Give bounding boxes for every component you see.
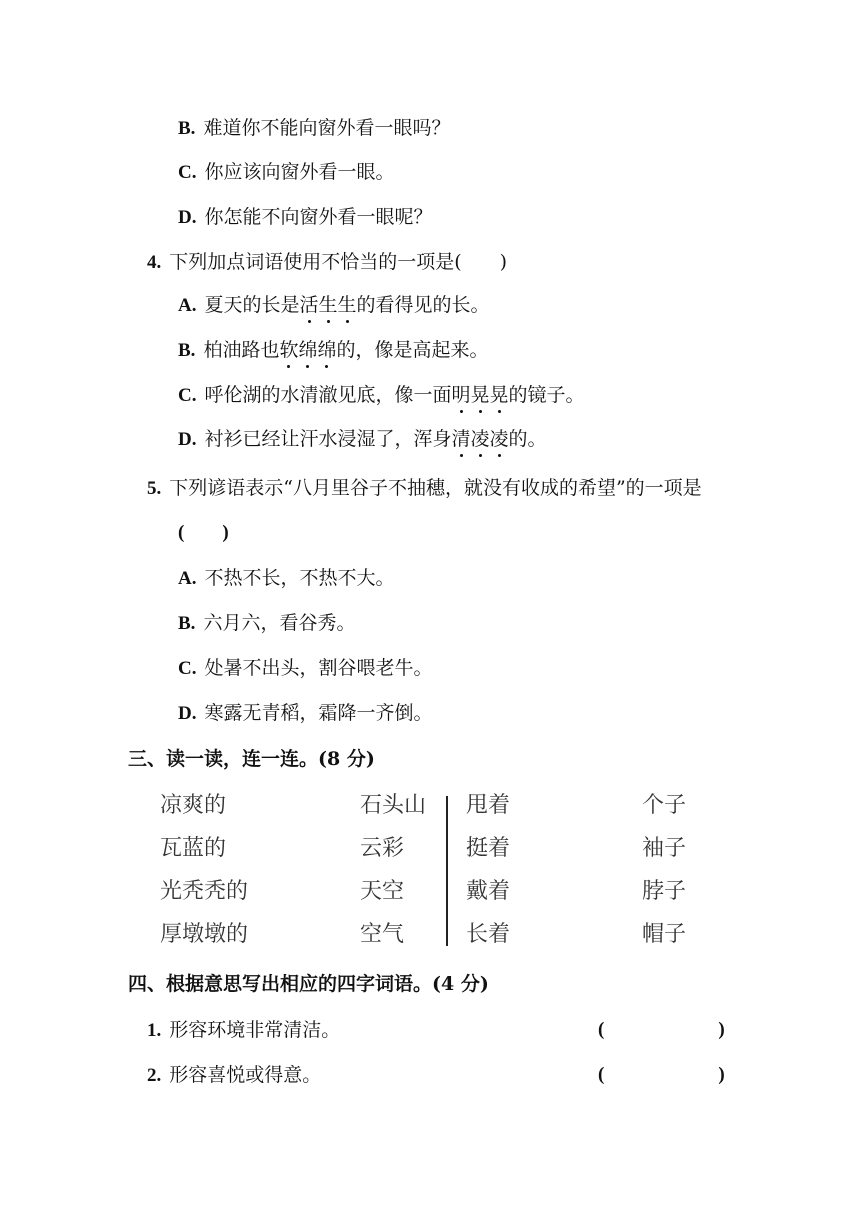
dotted-word xyxy=(300,294,357,316)
q4-option-a xyxy=(178,293,490,318)
option-text-pre: 衬衫已经让汗水浸湿了，浑身 xyxy=(204,428,452,450)
match-left2-4: 空气 xyxy=(360,922,405,947)
question-text: 下列加点词语使用不恰当的一项是( ) xyxy=(169,251,508,273)
option-text: 不热不长，不热不大。 xyxy=(204,567,395,589)
match-right-4: 长着 xyxy=(466,922,511,947)
section4-title: 四、根据意思写出相应的四字词语。(4 分) xyxy=(128,973,489,995)
match-right2-1: 个子 xyxy=(642,793,687,818)
match-right-2: 挺着 xyxy=(466,836,511,861)
q4-option-c xyxy=(178,383,585,408)
q4-option-d xyxy=(178,427,547,452)
option-text-pre: 呼伦湖的水清澈见底，像一面 xyxy=(204,384,452,406)
answer-paren: ( ) xyxy=(178,522,229,543)
match-right-3: 戴着 xyxy=(466,879,511,904)
option-text: 难道你不能向窗外看一眼吗？ xyxy=(203,117,451,139)
emphasis-dot-char: 凌 xyxy=(489,428,509,450)
match-right2-4: 帽子 xyxy=(642,922,687,947)
option-text: 寒露无青稻，霜降一齐倒。 xyxy=(204,702,433,724)
item-text: 形容环境非常清洁。 xyxy=(169,1019,341,1041)
q5-stem xyxy=(147,476,702,501)
option-label: B. xyxy=(178,340,196,361)
q5-option-c xyxy=(178,656,433,681)
emphasis-dot-char: 活 xyxy=(299,294,319,316)
option-text-post: 的看得见的长。 xyxy=(356,294,490,316)
s4-item-1 xyxy=(147,1018,340,1043)
q3-option-d xyxy=(178,205,433,230)
q4-stem xyxy=(147,250,507,275)
option-label: B. xyxy=(178,613,196,634)
column-divider xyxy=(446,796,448,946)
answer-blank-2: ( ) xyxy=(598,1064,725,1085)
match-left2-2: 云彩 xyxy=(360,836,405,861)
emphasis-dot-char: 生 xyxy=(318,294,338,316)
option-text-pre: 夏天的长是 xyxy=(204,294,300,316)
option-label: D. xyxy=(178,207,197,228)
item-number: 1. xyxy=(147,1020,162,1041)
answer-blank-1: ( ) xyxy=(598,1019,725,1040)
s4-item-2 xyxy=(147,1063,321,1088)
item-text: 形容喜悦或得意。 xyxy=(169,1064,322,1086)
emphasis-dot-char: 清 xyxy=(451,428,471,450)
option-label: A. xyxy=(178,568,197,589)
option-label: C. xyxy=(178,385,197,406)
emphasis-dot-char: 软 xyxy=(279,339,299,361)
match-left-2: 瓦蓝的 xyxy=(160,836,227,861)
option-text-post: 的，像是高起来。 xyxy=(336,339,489,361)
q5-option-d xyxy=(178,701,433,726)
match-left-4: 厚墩墩的 xyxy=(160,922,249,947)
match-left-3: 光秃秃的 xyxy=(160,879,249,904)
emphasis-dot-char: 凌 xyxy=(470,428,490,450)
dotted-word xyxy=(452,428,509,450)
emphasis-dot-char: 晃 xyxy=(489,384,509,406)
option-text-post: 的。 xyxy=(508,428,547,450)
option-label: A. xyxy=(178,295,197,316)
emphasis-dot-char: 晃 xyxy=(470,384,490,406)
match-right2-3: 脖子 xyxy=(642,879,687,904)
option-label: C. xyxy=(178,162,197,183)
q4-option-b xyxy=(178,338,489,363)
q3-option-b xyxy=(178,116,450,141)
match-right2-2: 袖子 xyxy=(642,836,687,861)
q5-option-b xyxy=(178,611,355,636)
option-text-post: 的镜子。 xyxy=(508,384,585,406)
option-label: B. xyxy=(178,118,196,139)
item-number: 2. xyxy=(147,1065,162,1086)
question-number: 5. xyxy=(147,478,162,499)
q3-option-c xyxy=(178,160,395,185)
option-text-pre: 柏油路也 xyxy=(203,339,280,361)
match-left2-3: 天空 xyxy=(360,879,405,904)
emphasis-dot-char: 绵 xyxy=(317,339,337,361)
option-label: D. xyxy=(178,429,197,450)
emphasis-dot-char: 生 xyxy=(337,294,357,316)
dotted-word xyxy=(452,384,509,406)
option-label: D. xyxy=(178,703,197,724)
question-text: 下列谚语表示“八月里谷子不抽穗，就没有收成的希望”的一项是 xyxy=(169,477,702,499)
option-text: 你怎能不向窗外看一眼呢？ xyxy=(204,206,433,228)
question-number: 4. xyxy=(147,252,162,273)
emphasis-dot-char: 绵 xyxy=(298,339,318,361)
option-label: C. xyxy=(178,658,197,679)
section3-title: 三、读一读，连一连。(8 分) xyxy=(128,748,375,770)
match-left-1: 凉爽的 xyxy=(160,793,227,818)
option-text: 你应该向窗外看一眼。 xyxy=(204,161,395,183)
match-right-1: 甩着 xyxy=(466,793,511,818)
match-left2-1: 石头山 xyxy=(360,793,427,818)
option-text: 六月六，看谷秀。 xyxy=(203,612,356,634)
q5-option-a xyxy=(178,566,395,591)
emphasis-dot-char: 明 xyxy=(451,384,471,406)
dotted-word xyxy=(279,339,336,361)
option-text: 处暑不出头，割谷喂老牛。 xyxy=(204,657,433,679)
